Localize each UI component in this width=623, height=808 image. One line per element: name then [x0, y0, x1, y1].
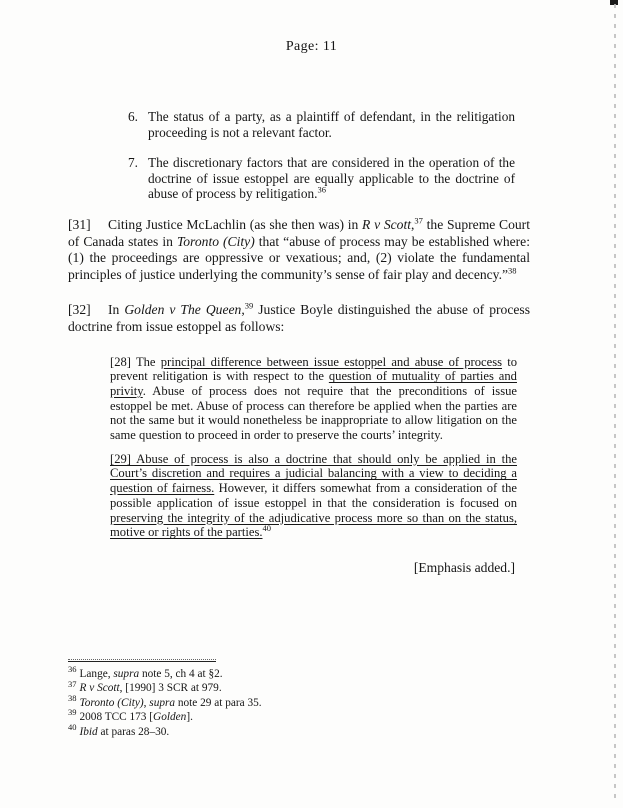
footnote-number: 36 — [68, 664, 77, 675]
list-item-6 — [128, 109, 515, 140]
paragraph-text: In Golden v The Queen,$^{39}$ Justice Boyle distinguished the abuse of process doctrine from issue estoppel as follows: — [68, 300, 530, 334]
footnote-text: Ibid at paras 28–30. — [79, 725, 170, 738]
list-item-7 — [128, 155, 515, 202]
footnote-number: 40 — [68, 721, 77, 732]
paragraph-number: [32] — [68, 302, 91, 318]
footnote-text: Toronto (City), supra note 29 at para 35. — [79, 696, 262, 709]
footnote-text: 2008 TCC 173 [Golden]. — [79, 711, 193, 724]
paragraph-32 — [68, 302, 530, 335]
scan-edge-artifact — [614, 4, 616, 804]
paragraph-31 — [68, 217, 530, 283]
list-item-number: 7. — [128, 155, 138, 171]
emphasis-added-note: [Emphasis added.] — [413, 559, 515, 575]
footnote-number: 38 — [68, 693, 77, 704]
footnote-39 — [68, 707, 498, 724]
footnote-37 — [68, 678, 498, 695]
footnote-text: Lange, supra note 5, ch 4 at §2. — [79, 668, 223, 680]
list-item-text: The status of a party, as a plaintiff of defendant, in the relitigation proceeding is not a relevant factor. — [148, 109, 515, 140]
paragraph-text: Citing Justice McLachlin (as she then was) in R v Scott,$^{37}$ the Supreme Court of Canada states in Toronto (City) that “abuse of process may be established where: (1) the proceedings are oppressive or vexatious; and, (2) violate the fundamental principles of justice underlying the community’s sense of fair play and decency.”$^{38}$ — [68, 215, 530, 282]
footnote-number: 37 — [68, 678, 77, 689]
footnote-38 — [68, 693, 498, 710]
paragraph-number: [31] — [68, 216, 91, 232]
list-item-text: The discretionary factors that are considered in the operation of the doctrine of issue estoppel are equally applicable to the doctrine of abuse of process by relitigation.$^{36}$ — [148, 155, 515, 202]
block-quote-29: [29] Abuse of process is also a doctrine that should only be applied in the Court’s discretion and requires a judicial balancing with a view to deciding a question of fairness. However, it differs somewhat from a consideration of the possible application of issue estoppel in that the consideration is focused on preserving the integrity of the adjudicative process more so than on the status, motive or rights of the parties.$^{40}$ — [110, 451, 517, 540]
footnote-36 — [68, 664, 498, 681]
footnote-text: R v Scott, [1990] 3 SCR at 979. — [79, 682, 222, 695]
list-item-number: 6. — [128, 109, 138, 124]
page-number-header: Page: 11 — [285, 39, 338, 54]
numbered-list — [128, 109, 515, 202]
footnote-40 — [68, 721, 498, 739]
footnotes-section — [68, 659, 498, 739]
footnote-number: 39 — [68, 707, 77, 718]
block-quote-28: [28] The principal difference between issue estoppel and abuse of process to prevent relitigation is with respect to the question of mutuality of parties and privity. Abuse of process does not require that the preconditions of issue estoppel be met. Abuse of process can therefore be applied when the parties are not the same but it would nonetheless be inappropriate to allow litigation on the same question to proceed in order to preserve the courts’ integrity. — [110, 354, 517, 443]
footnote-separator — [68, 659, 216, 662]
